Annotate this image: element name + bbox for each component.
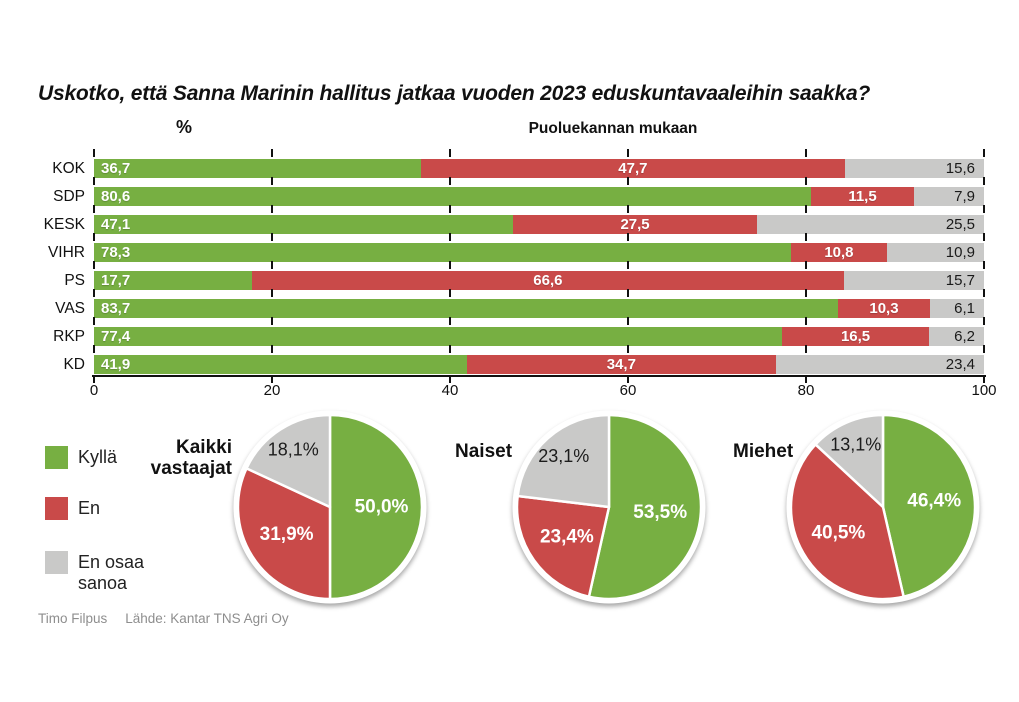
- bar-segment-yes: [94, 271, 252, 290]
- axis-tick: [805, 177, 807, 185]
- bar-value-label: 6,1: [954, 300, 975, 317]
- axis-tick: [271, 233, 273, 241]
- axis-tick: [627, 233, 629, 241]
- legend-swatch-no: [45, 497, 68, 520]
- bar-chart-subtitle: Puoluekannan mukaan: [528, 120, 698, 137]
- bar-row-vihr: [94, 243, 984, 262]
- pie-slice-label: 50,0%: [354, 496, 409, 518]
- axis-tick: [983, 289, 985, 297]
- bar-segment-yes: [94, 299, 838, 318]
- axis-tick: [93, 317, 95, 325]
- bar-value-label: 83,7: [101, 300, 131, 317]
- bar-value-label: 47,1: [101, 216, 131, 233]
- bar-segment-yes: [94, 243, 791, 262]
- axis-tick: [449, 177, 451, 185]
- axis-tick: [805, 317, 807, 325]
- axis-tick: [93, 289, 95, 297]
- pie-slice-label: 53,5%: [633, 502, 688, 524]
- bar-value-label: 47,7: [618, 160, 648, 177]
- pie-chart-1: [509, 407, 709, 607]
- bar-segment-dk: [914, 187, 984, 206]
- axis-tick: [93, 233, 95, 241]
- pie-slice-label: 23,4%: [539, 526, 594, 548]
- bar-value-label: 66,6: [533, 272, 563, 289]
- axis-tick: [805, 149, 807, 157]
- bar-value-label: 34,7: [606, 356, 636, 373]
- axis-tick: [271, 205, 273, 213]
- axis-tick: [93, 205, 95, 213]
- axis-tick: [627, 205, 629, 213]
- axis-tick: [805, 261, 807, 269]
- bar-segment-dk: [845, 159, 984, 178]
- pie-slice-label: 31,9%: [259, 524, 314, 546]
- axis-tick-label: 100: [971, 382, 997, 399]
- bar-value-label: 17,7: [101, 272, 131, 289]
- bar-segment-no: [782, 327, 929, 346]
- axis-tick: [449, 317, 451, 325]
- bar-segment-dk: [776, 355, 984, 374]
- axis-tick: [449, 149, 451, 157]
- axis-tick: [271, 177, 273, 185]
- axis-tick: [983, 261, 985, 269]
- page-title: Uskotko, että Sanna Marinin hallitus jatkaa vuoden 2023 eduskuntavaaleihin saakka?: [38, 82, 871, 105]
- axis-tick: [805, 233, 807, 241]
- pie-slice-label: 18,1%: [267, 439, 319, 460]
- pie-slice-label: 40,5%: [811, 522, 866, 544]
- pie-slice-label: 13,1%: [830, 434, 882, 455]
- bar-segment-no: [467, 355, 776, 374]
- bar-row-kesk: [94, 215, 984, 234]
- bar-value-label: 16,5: [840, 328, 871, 345]
- axis-tick-label: 20: [263, 382, 281, 399]
- pie-title-0: Kaikki vastaajat: [150, 437, 232, 479]
- bar-row-sdp: [94, 187, 984, 206]
- axis-tick: [983, 149, 985, 157]
- bar-value-label: 25,5: [945, 216, 976, 233]
- axis-tick: [627, 317, 629, 325]
- category-label: VAS: [55, 300, 85, 317]
- footer: [38, 611, 307, 626]
- bar-segment-dk: [757, 215, 984, 234]
- bar-segment-no: [811, 187, 913, 206]
- axis-tick: [627, 289, 629, 297]
- bar-value-label: 23,4: [945, 356, 975, 373]
- bar-value-label: 10,3: [869, 300, 899, 317]
- legend-swatch-yes: [45, 446, 68, 469]
- pie-chart-2: [783, 407, 983, 607]
- axis-tick: [627, 177, 629, 185]
- legend-label-dk: En osaa sanoa: [78, 552, 145, 593]
- bar-segment-dk: [887, 243, 984, 262]
- axis-tick: [449, 205, 451, 213]
- bar-segment-yes: [94, 187, 811, 206]
- axis-tick: [271, 317, 273, 325]
- axis-tick: [805, 205, 807, 213]
- bar-value-label: 10,8: [824, 244, 854, 261]
- axis-tick: [271, 261, 273, 269]
- axis-tick: [449, 233, 451, 241]
- legend-label-no: En: [78, 498, 101, 518]
- bar-value-label: 6,2: [954, 328, 976, 345]
- category-label: PS: [64, 272, 85, 289]
- axis-tick: [449, 289, 451, 297]
- axis-tick: [983, 345, 985, 353]
- bar-segment-yes: [94, 159, 421, 178]
- axis-tick: [805, 289, 807, 297]
- bar-value-label: 7,9: [954, 188, 975, 205]
- bar-segment-yes: [94, 355, 467, 374]
- bar-segment-yes: [94, 327, 782, 346]
- pie-title-2: Miehet: [733, 441, 794, 462]
- axis-tick: [805, 345, 807, 353]
- pie-chart-0: [230, 407, 430, 607]
- axis-tick: [93, 345, 95, 353]
- bar-segment-dk: [929, 327, 984, 346]
- bar-row-vas: [94, 299, 984, 318]
- category-label: RKP: [53, 328, 85, 345]
- axis-tick: [983, 205, 985, 213]
- axis-tick: [449, 261, 451, 269]
- bar-value-label: 11,5: [848, 188, 877, 205]
- bar-value-label: 15,6: [945, 160, 975, 177]
- axis-unit-label: %: [176, 117, 193, 137]
- bar-row-kok: [94, 159, 984, 178]
- bar-segment-no: [513, 215, 758, 234]
- bar-value-label: 78,3: [101, 244, 131, 261]
- bar-row-kd: [94, 355, 984, 374]
- bar-value-label: 80,6: [101, 188, 131, 205]
- bar-segment-dk: [844, 271, 984, 290]
- bar-value-label: 15,7: [945, 272, 975, 289]
- axis-tick: [983, 233, 985, 241]
- axis-tick-label: 40: [441, 382, 459, 399]
- bar-value-label: 77,4: [101, 328, 131, 345]
- axis-tick: [983, 177, 985, 185]
- axis-tick: [627, 149, 629, 157]
- pie-slice-label: 46,4%: [907, 490, 962, 512]
- axis-tick: [271, 149, 273, 157]
- source-credit: Lähde: Kantar TNS Agri Oy: [125, 611, 289, 626]
- bar-row-rkp: [94, 327, 984, 346]
- bar-value-label: 10,9: [945, 244, 975, 261]
- legend-swatch-dk: [45, 551, 68, 574]
- bar-segment-dk: [930, 299, 984, 318]
- axis-tick: [627, 345, 629, 353]
- category-label: SDP: [53, 188, 85, 205]
- bar-segment-no: [421, 159, 846, 178]
- axis-tick-label: 60: [619, 382, 637, 399]
- bar-segment-no: [252, 271, 845, 290]
- category-label: KESK: [43, 216, 85, 233]
- axis-tick: [93, 261, 95, 269]
- axis-tick: [449, 345, 451, 353]
- pie-slice-label: 23,1%: [538, 446, 590, 467]
- pie-title-1: Naiset: [455, 441, 513, 462]
- axis-tick-label: 80: [797, 382, 815, 399]
- bar-value-label: 36,7: [101, 160, 131, 177]
- axis-tick: [93, 149, 95, 157]
- axis-tick: [93, 177, 95, 185]
- axis-tick: [983, 317, 985, 325]
- bar-segment-no: [791, 243, 887, 262]
- category-label: VIHR: [47, 244, 85, 261]
- legend-label-yes: Kyllä: [78, 447, 118, 467]
- axis-line: [92, 375, 986, 377]
- bar-value-label: 27,5: [620, 216, 650, 233]
- bar-segment-yes: [94, 215, 513, 234]
- bar-segment-no: [838, 299, 930, 318]
- axis-tick: [271, 289, 273, 297]
- bar-value-label: 41,9: [101, 356, 131, 373]
- axis-tick: [627, 261, 629, 269]
- category-label: KOK: [52, 160, 85, 177]
- bar-row-ps: [94, 271, 984, 290]
- byline: Timo Filpus: [38, 611, 108, 626]
- axis-tick-label: 0: [89, 382, 99, 399]
- category-label: KD: [63, 356, 85, 373]
- axis-tick: [271, 345, 273, 353]
